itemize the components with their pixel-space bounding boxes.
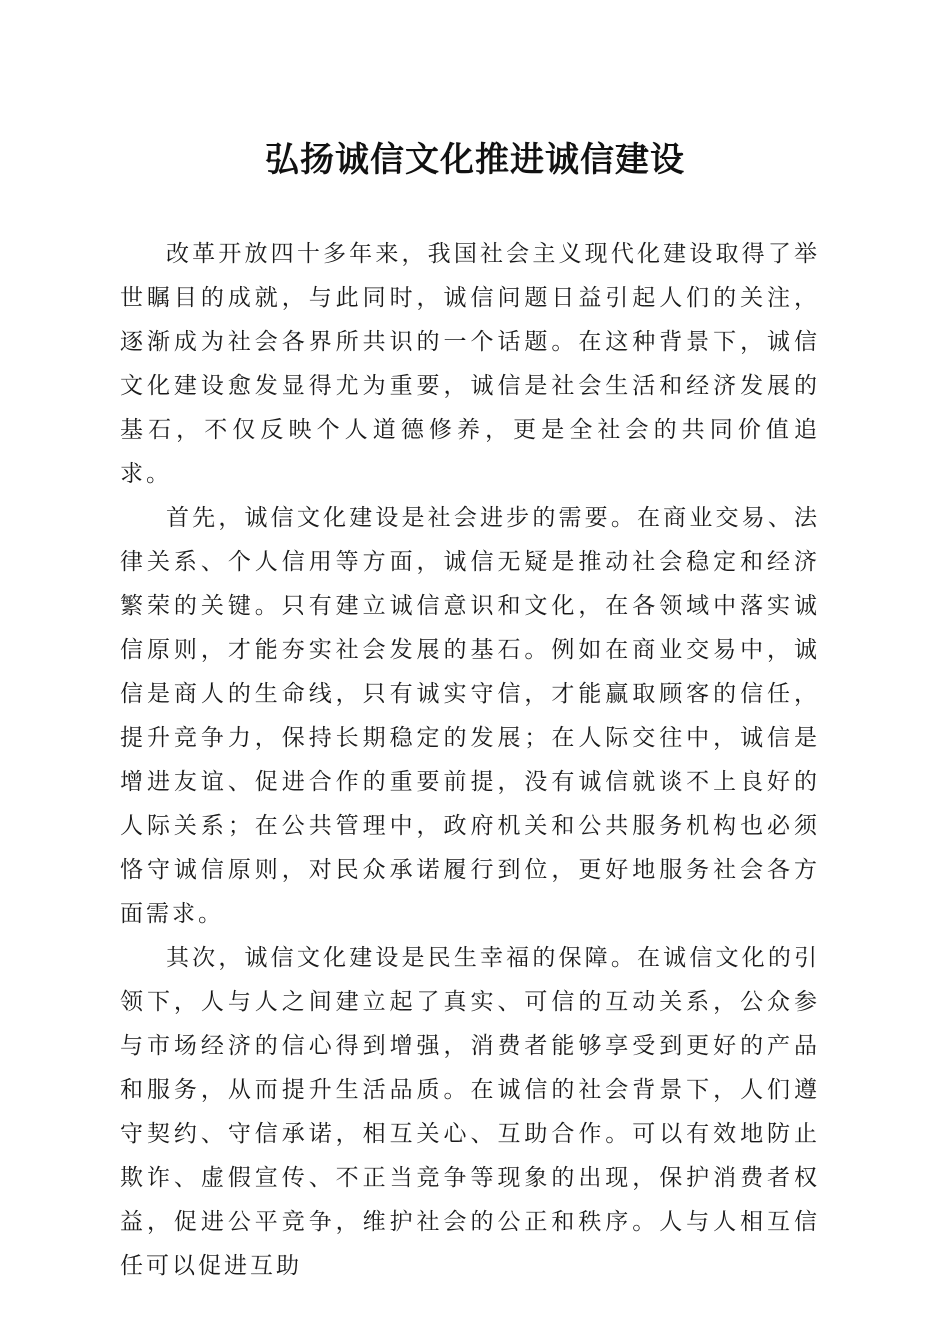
paragraph-intro: 改革开放四十多年来，我国社会主义现代化建设取得了举世瞩目的成就，与此同时，诚信问题日益引起人们的关注，逐渐成为社会各界所共识的一个话题。在这种背景下，诚信文化建设愈发显得尤为重要，诚信是社会生活和经济发展的基石，不仅反映个人道德修养，更是全社会的共同价值追求。 [120, 241, 820, 487]
paragraph-first-point: 首先，诚信文化建设是社会进步的需要。在商业交易、法律关系、个人信用等方面，诚信无疑是推动社会稳定和经济繁荣的关键。只有建立诚信意识和文化，在各领域中落实诚信原则，才能夯实社会发展的基石。例如在商业交易中，诚信是商人的生命线，只有诚实守信，才能赢取顾客的信任，提升竞争力，保持长期稳定的发展；在人际交往中，诚信是增进友谊、促进合作的重要前提，没有诚信就谈不上良好的人际关系；在公共管理中，政府机关和公共服务机构也必须恪守诚信原则，对民众承诺履行到位，更好地服务社会各方面需求。 [120, 505, 820, 927]
document-title: 弘扬诚信文化推进诚信建设 [265, 140, 685, 180]
paragraph-second-point: 其次，诚信文化建设是民生幸福的保障。在诚信文化的引领下，人与人之间建立起了真实、可信的互动关系，公众参与市场经济的信心得到增强，消费者能够享受到更好的产品和服务，从而提升生活品质。在诚信的社会背景下，人们遵守契约、守信承诺，相互关心、互助合作。可以有效地防止欺诈、虚假宣传、不正当竞争等现象的出现，保护消费者权益，促进公平竞争，维护社会的公正和秩序。人与人相互信任可以促进互助 [120, 945, 820, 1279]
document-body [120, 232, 820, 1288]
